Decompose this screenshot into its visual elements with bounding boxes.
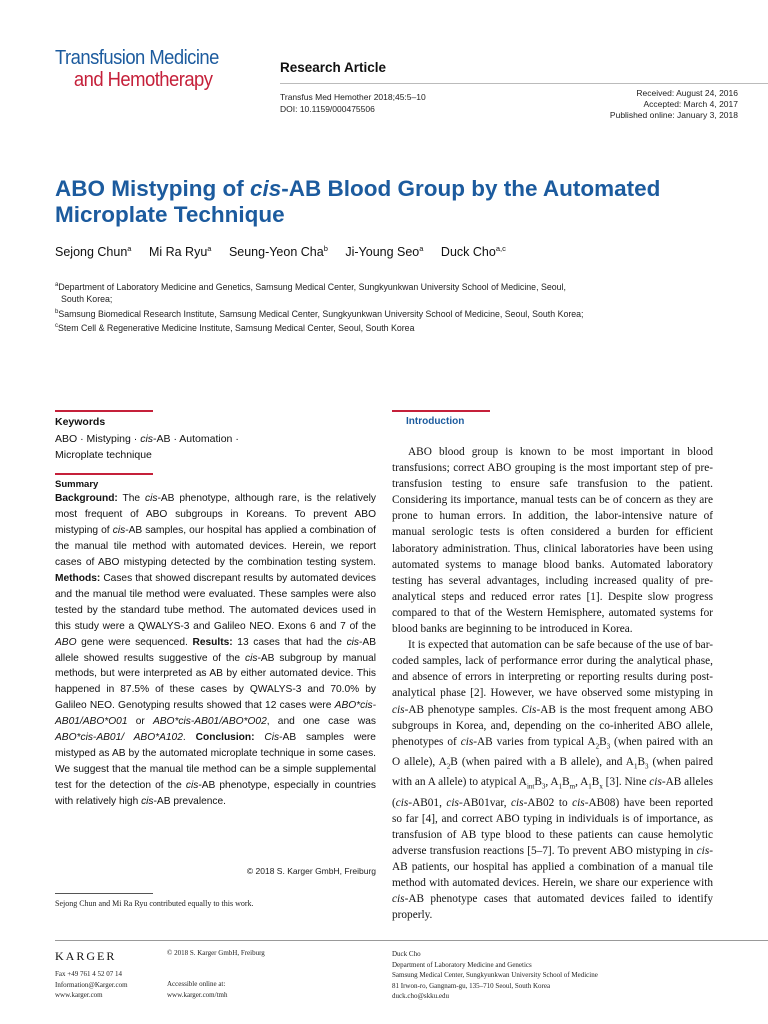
keywords-rule [55,410,153,412]
introduction-heading: Introduction [406,416,465,427]
keywords-heading: Keywords [55,416,106,428]
publisher-contact [55,969,128,1001]
corresponding-address [392,949,598,1002]
contact-institution: Samsung Medical Center, Sungkyunkwan University School of Medicine [392,971,598,979]
article-title [55,176,755,228]
dates-block [610,88,738,121]
journal-name-line1: Transfusion Medicine [55,46,219,69]
citation-block [280,91,426,115]
journal-logo [55,47,219,91]
publisher-logo: KARGER [55,949,117,963]
access-info [167,979,227,1000]
author[interactable]: Seung-Yeon Cha$^b$ [228,244,328,260]
contact-department: Department of Laboratory Medicine and Genetics [392,960,532,969]
affiliation-continued: South Korea; [61,294,113,305]
fax: Fax +49 761 4 52 07 14 [55,970,122,978]
access-label: Accessible online at: [167,980,226,988]
introduction-text [392,444,713,923]
keywords-list: ABO · Mistyping · cis-AB · Automation · Microplate technique [55,433,239,461]
summary-text: Background: The cis-AB phenotype, although rare, is the relatively most frequent of ABO subgroups in Koreans. To prevent ABO mistyping of cis-AB samples, our hospital has applied a combination of the manual tile method with automated devices. Herein, we report cases of ABO mistyping detected by the combination testing system. Methods: Cases that showed discrepant results by automated devices and the manual tile method were evaluated. These samples were also tested by the standard tube method. The automated devices used in this study were a QWALYS-3 and Galileo NEO. Exons 6 and 7 of the ABO gene were sequenced. Results: 13 cases that had the cis-AB allele showed results suggestive of the cis-AB subgroup by manual methods, but were interpreted as AB by either automated device. This happened in 87.5% of these cases by QWALYS-3 and 70.0% by Galileo NEO. Genotyping results showed that 12 cases were ABO*cis-AB01/ABO*O01 or ABO*cis-AB01/ABO*O02, and one case was ABO*cis-AB01/ ABO*A102. Conclusion: Cis-AB samples were mistyped as AB by the automated microplate technique in some cases. We suggest that the manual tile method can be a simple supplemental test for the detection of the cis-AB phenotype, especially in countries with relatively high cis-AB prevalence. [55,493,377,808]
background-label: Background: [55,493,118,504]
citation: Transfus Med Hemother 2018;45:5–10 [280,92,426,102]
author[interactable]: Sejong Chun$^a$ [55,244,132,260]
article-type: Research Article [280,60,387,75]
author[interactable]: Mi Ra Ryu$^a$ [148,244,212,260]
summary-rule [55,473,153,475]
title-part: ABO Mistyping of [55,176,250,201]
affiliation: $^a$Department of Laboratory Medicine and Genetics, Samsung Medical Center, Sungkyunkwan University School of Medicine, Seoul, [55,281,566,292]
journal-name-line2: and Hemotherapy [73,68,213,91]
conclusion-label: Conclusion: [195,732,255,744]
footnote: Sejong Chun and Mi Ra Ryu contributed equally to this work. [55,899,254,908]
summary-heading: Summary [55,479,99,490]
author[interactable]: Duck Cho$^{a,c}$ [440,244,506,260]
date-received: Received: August 24, 2016 [636,88,738,98]
footer-divider [55,940,768,941]
email-link[interactable]: Information@Karger.com [55,980,128,989]
results-label: Results: [192,636,233,648]
affiliation: $^b$Samsung Biomedical Research Institute, Samsung Medical Center, Sungkyunkwan University School of Medicine, Seoul, South Korea; [55,308,584,319]
affiliation: $^c$Stem Cell & Regenerative Medicine Institute, Samsung Medical Center, Seoul, South Korea [55,323,415,334]
website-link[interactable]: www.karger.com [55,991,103,999]
date-accepted: Accepted: March 4, 2017 [643,99,738,109]
doi[interactable]: DOI: 10.1159/000475506 [280,104,375,114]
footnote-rule [55,893,153,894]
date-published: Published online: January 3, 2018 [609,110,738,120]
methods-label: Methods: [55,572,101,584]
title-part: -AB Blood Group by the Automated Microplate Technique [55,176,661,227]
summary-copyright: © 2018 S. Karger GmbH, Freiburg [246,866,376,876]
contact-email-link[interactable]: duck.cho@skku.edu [392,992,449,1000]
author[interactable]: Ji-Young Seo$^a$ [345,244,424,260]
contact-street: 81 Irwon-ro, Gangnam-gu, 135–710 Seoul, South Korea [392,981,551,990]
header-divider [280,83,768,84]
title-italic: cis [250,176,282,201]
contact-name: Duck Cho [392,950,421,958]
footer-copyright: © 2018 S. Karger GmbH, Freiburg [167,949,265,957]
access-url-link[interactable]: www.karger.com/tmh [167,990,228,999]
intro-paragraph-2: It is expected that automation can be safe because of the use of bar-coded samples, lack of performance error during the analytical phase, and absence of errors in interpreting or reporting results during post-analytical phase [2]. However, we have observed some mistyping in cis-AB phenotype samples. Cis-AB is the most frequent among ABO subgroups in Korea, and, depending on the co-inherited ABO allele, phenotypes of cis-AB varies from typical $A_2B_3$ (when paired with an O allele), $A_2B$ (when paired with a B allele), and $A_1B_3$ (when paired with an A allele) to atypical $A_{int}B_3$, $A_1B_m$, $A_1B_x$ [3]. Nine cis-AB alleles (cis-AB01, cis-AB01var, cis-AB02 to cis-AB08) have been reported so far [4], and correct ABO typing in individuals is of importance, as transfusion of AB type blood to these patients can cause hemolytic adverse transfusion reactions [5–7]. To prevent ABO mistyping in cis-AB patients, our hospital has applied a combination of a manual tile method with automated devices. Herein, we share our experience with cis-AB phenotype cases that automated devices failed to identify properly. [392,639,714,922]
introduction-rule [392,410,490,412]
intro-paragraph-1: ABO blood group is known to be most important in blood transfusions; correct ABO grouping is the most important step of pre-transfusion testing to ensure safe transfusion to the patient. Considering its importance, manual tests can be of concern as they are prone to human errors. In addition, the labor-intensive nature of manual serologic tests is often considered a burden for efficient laboratory administration. Thus, clinical laboratories have been using automated systems to manage blood banks. Automated laboratory testing has several advantages, including increased quality of pre-analytical steps and reduced error rates [1]. Despite slow progress compared to that of the Western Hemisphere, automated systems for blood banks are beginning to be introduced in Korea. [392,446,713,636]
affiliations [55,279,755,335]
author-list [55,244,520,259]
